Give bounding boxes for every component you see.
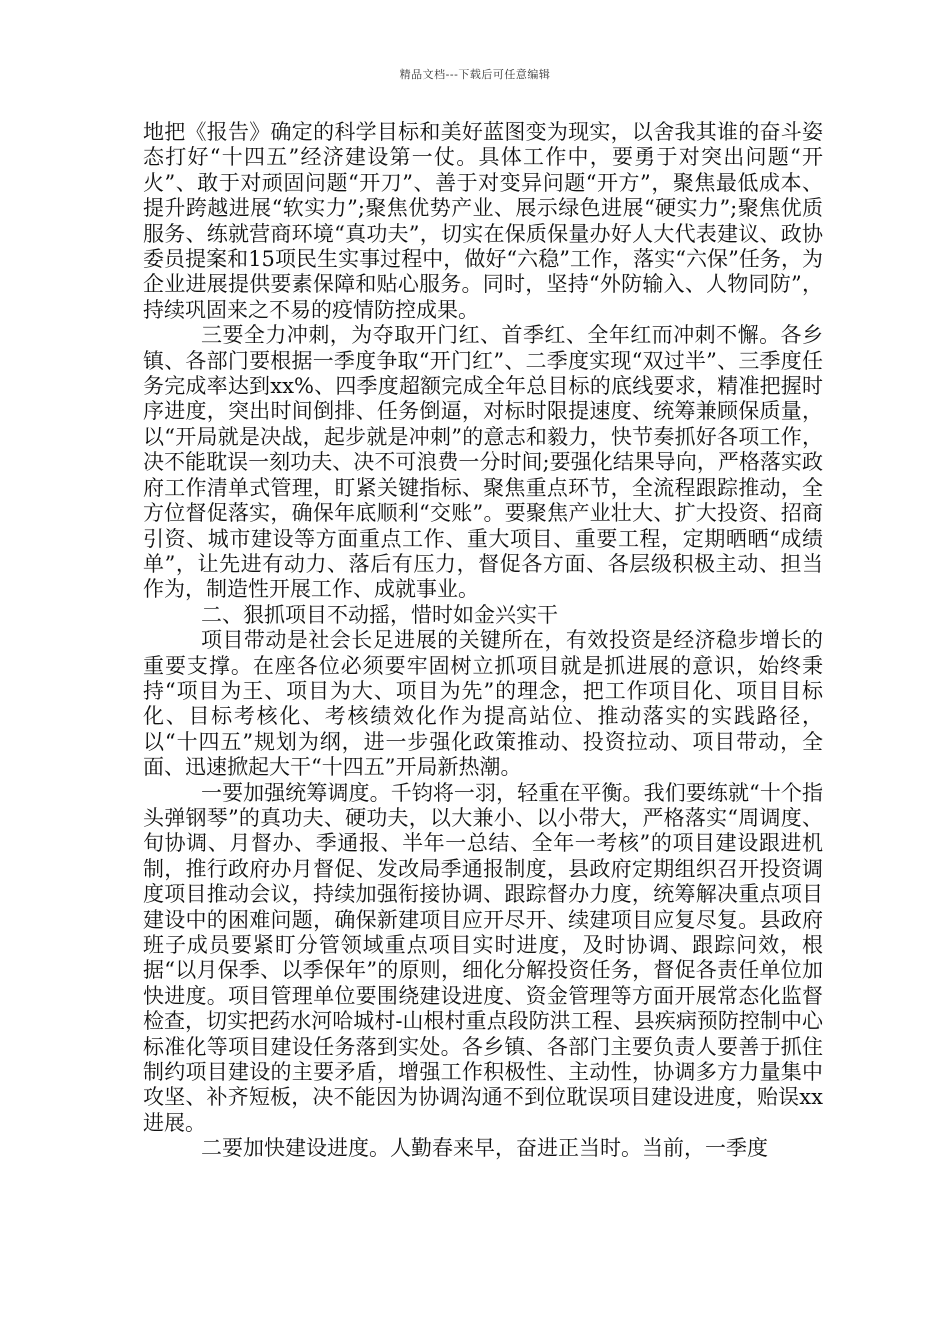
document-body: [143, 120, 823, 1162]
paragraph-coordination: 一要加强统筹调度。千钧将一羽，轻重在平衡。我们要练就“十个指头弹钢琴”的真功夫、硬功夫，以大兼小、以小带大，严格落实“周调度、旬协调、月督办、季通报、半年一总结、全年一考核”的项目建设跟进机制，推行政府办月督促、发改局季通报制度，县政府定期组织召开投资调度项目推动会议，持续加强衔接协调、跟踪督办力度，统筹解决重点项目建设中的困难问题，确保新建项目应开尽开、续建项目应复尽复。县政府班子成员要紧盯分管领域重点项目实时进度，及时协调、跟踪问效，根据“以月保季、以季保年”的原则，细化分解投资任务，督促各责任单位加快进度。项目管理单位要围绕建设进度、资金管理等方面开展常态化监督检查，切实把药水河哈城村-山根村重点段防洪工程、县疾病预防控制中心标准化等项目建设任务落到实处。各乡镇、各部门主要负责人要善于抓住制约项目建设的主要矛盾，增强工作积极性、主动性，协调多方力量集中攻坚、补齐短板，决不能因为协调沟通不到位耽误项目建设进度，贻误xx进展。: [143, 780, 823, 1135]
paragraph-construction-progress: 二要加快建设进度。人勤春来早，奋进正当时。当前，一季度: [201, 1136, 768, 1161]
paragraph-sprint-goals: 三要全力冲刺，为夺取开门红、首季红、全年红而冲刺不懈。各乡镇、各部门要根据一季度争取“开门红”、二季度实现“双过半”、三季度任务完成率达到xx%、四季度超额完成全年总目标的底线要求，精准把握时序进度，突出时间倒排、任务倒逼，对标时限提速度、统筹兼顾保质量，以“开局就是决战，起步就是冲刺”的意志和毅力，快节奏抓好各项工作，决不能耽误一刻功夫、决不可浪费一分时间;要强化结果导向，严格落实政府工作清单式管理，盯紧关键指标、聚焦重点环节，全流程跟踪推动，全方位督促落实，确保年底顺利“交账”。要聚焦产业壮大、扩大投资、招商引资、城市建设等方面重点工作、重大项目、重要工程，定期晒晒“成绩单”，让先进有动力、落后有压力，督促各方面、各层级积极主动、担当作为，制造性开展工作、成就事业。: [143, 323, 823, 602]
section-heading-projects: 二、狠抓项目不动摇，惜时如金兴实干: [201, 602, 558, 627]
paragraph-continuation: 地把《报告》确定的科学目标和美好蓝图变为现实，以舍我其谁的奋斗姿态打好“十四五”经济建设第一仗。具体工作中，要勇于对突出问题“开火”、敢于对顽固问题“开刀”、善于对变异问题“开方”，聚焦最低成本、提升跨越进展“软实力”;聚焦优势产业、展示绿色进展“硬实力”;聚焦优质服务、练就营商环境“真功夫”，切实在保质保量办好人大代表建议、政协委员提案和15项民生实事过程中，做好“六稳”工作，落实“六保”任务，为企业进展提供要素保障和贴心服务。同时，坚持“外防输入、人物同防”，持续巩固来之不易的疫情防控成果。: [143, 120, 823, 322]
page-header-watermark: 精品文档---下载后可任意编辑: [399, 68, 551, 81]
paragraph-project-driven: 项目带动是社会长足进展的关键所在，有效投资是经济稳步增长的重要支撑。在座各位必须要牢固树立抓项目就是抓进展的意识，始终秉持“项目为王、项目为大、项目为先”的理念，把工作项目化、项目目标化、目标考核化、考核绩效化作为提高站位、推动落实的实践路径，以“十四五”规划为纲，进一步强化政策推动、投资拉动、项目带动，全面、迅速掀起大干“十四五”开局新热潮。: [143, 628, 823, 780]
